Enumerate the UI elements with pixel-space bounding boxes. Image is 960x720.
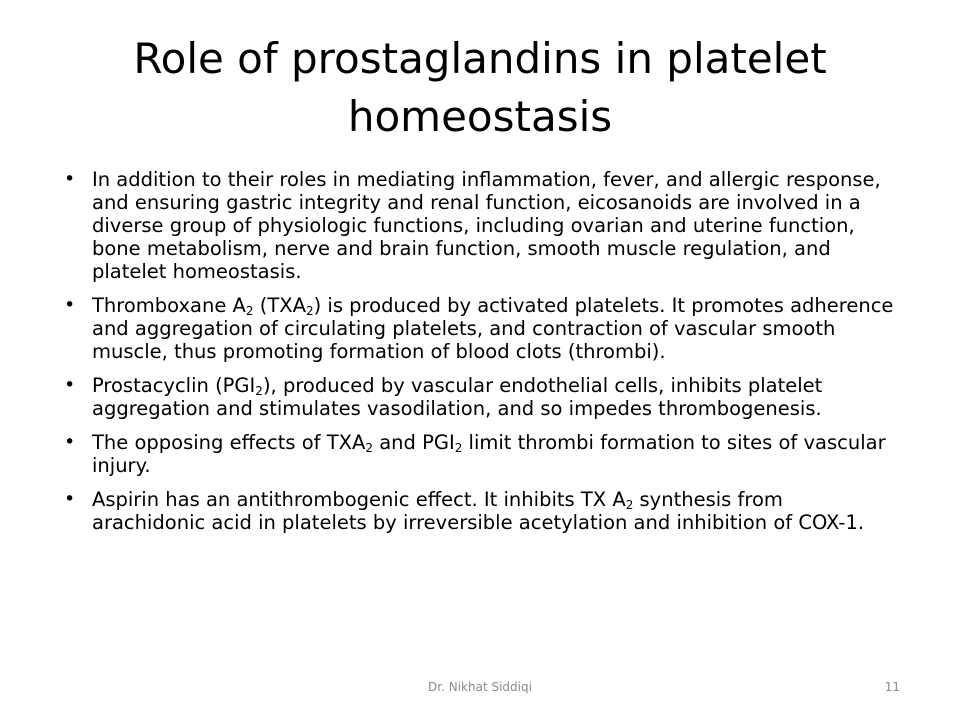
bullet-dot-icon: • (64, 431, 76, 453)
slide-title-line-2: homeostasis (347, 92, 613, 141)
bullet-item (60, 374, 900, 420)
bullet-text: Aspirin has an antithrombogenic effect. It inhibits TX $A_2$ synthesis from arachidonic acid in platelets by irreversible acetylation and inhibition of COX-1. (92, 488, 865, 534)
bullet-dot-icon: • (64, 168, 76, 190)
bullet-dot-icon: • (64, 294, 76, 316)
bullet-text: Prostacyclin $(PGI_2)$, produced by vascular endothelial cells, inhibits platelet aggregation and stimulates vasodilation, and so impedes thrombogenesis. (92, 374, 823, 420)
bullet-text: In addition to their roles in mediating inflammation, fever, and allergic response, and ensuring gastric integrity and renal function, eicosanoids are involved in a diverse group of physiologic functions, including ovarian and uterine function, bone metabolism, nerve and brain function, smooth muscle regulation, and platelet homeostasis. (92, 168, 881, 283)
slide-title (60, 30, 900, 146)
bullet-text: The opposing effects of $TXA_2$ and $PGI_2$ limit thrombi formation to sites of vascular injury. (92, 431, 886, 477)
bullet-item (60, 294, 900, 363)
bullet-item (60, 431, 900, 477)
footer-page-number: 11 (884, 680, 900, 694)
slide-title-line-1: Role of prostaglandins in platelet (133, 34, 827, 83)
bullet-dot-icon: • (64, 488, 76, 510)
bullet-item (60, 488, 900, 534)
bullet-item (60, 168, 900, 283)
bullet-list (60, 168, 900, 545)
footer-author: Dr. Nikhat Siddiqi (428, 680, 532, 694)
bullet-dot-icon: • (64, 374, 76, 396)
bullet-text: Thromboxane $A_2$ $(TXA_2)$ is produced by activated platelets. It promotes adherence and aggregation of circulating platelets, and contraction of vascular smooth muscle, thus promoting formation of blood clots (thrombi). (92, 294, 894, 363)
